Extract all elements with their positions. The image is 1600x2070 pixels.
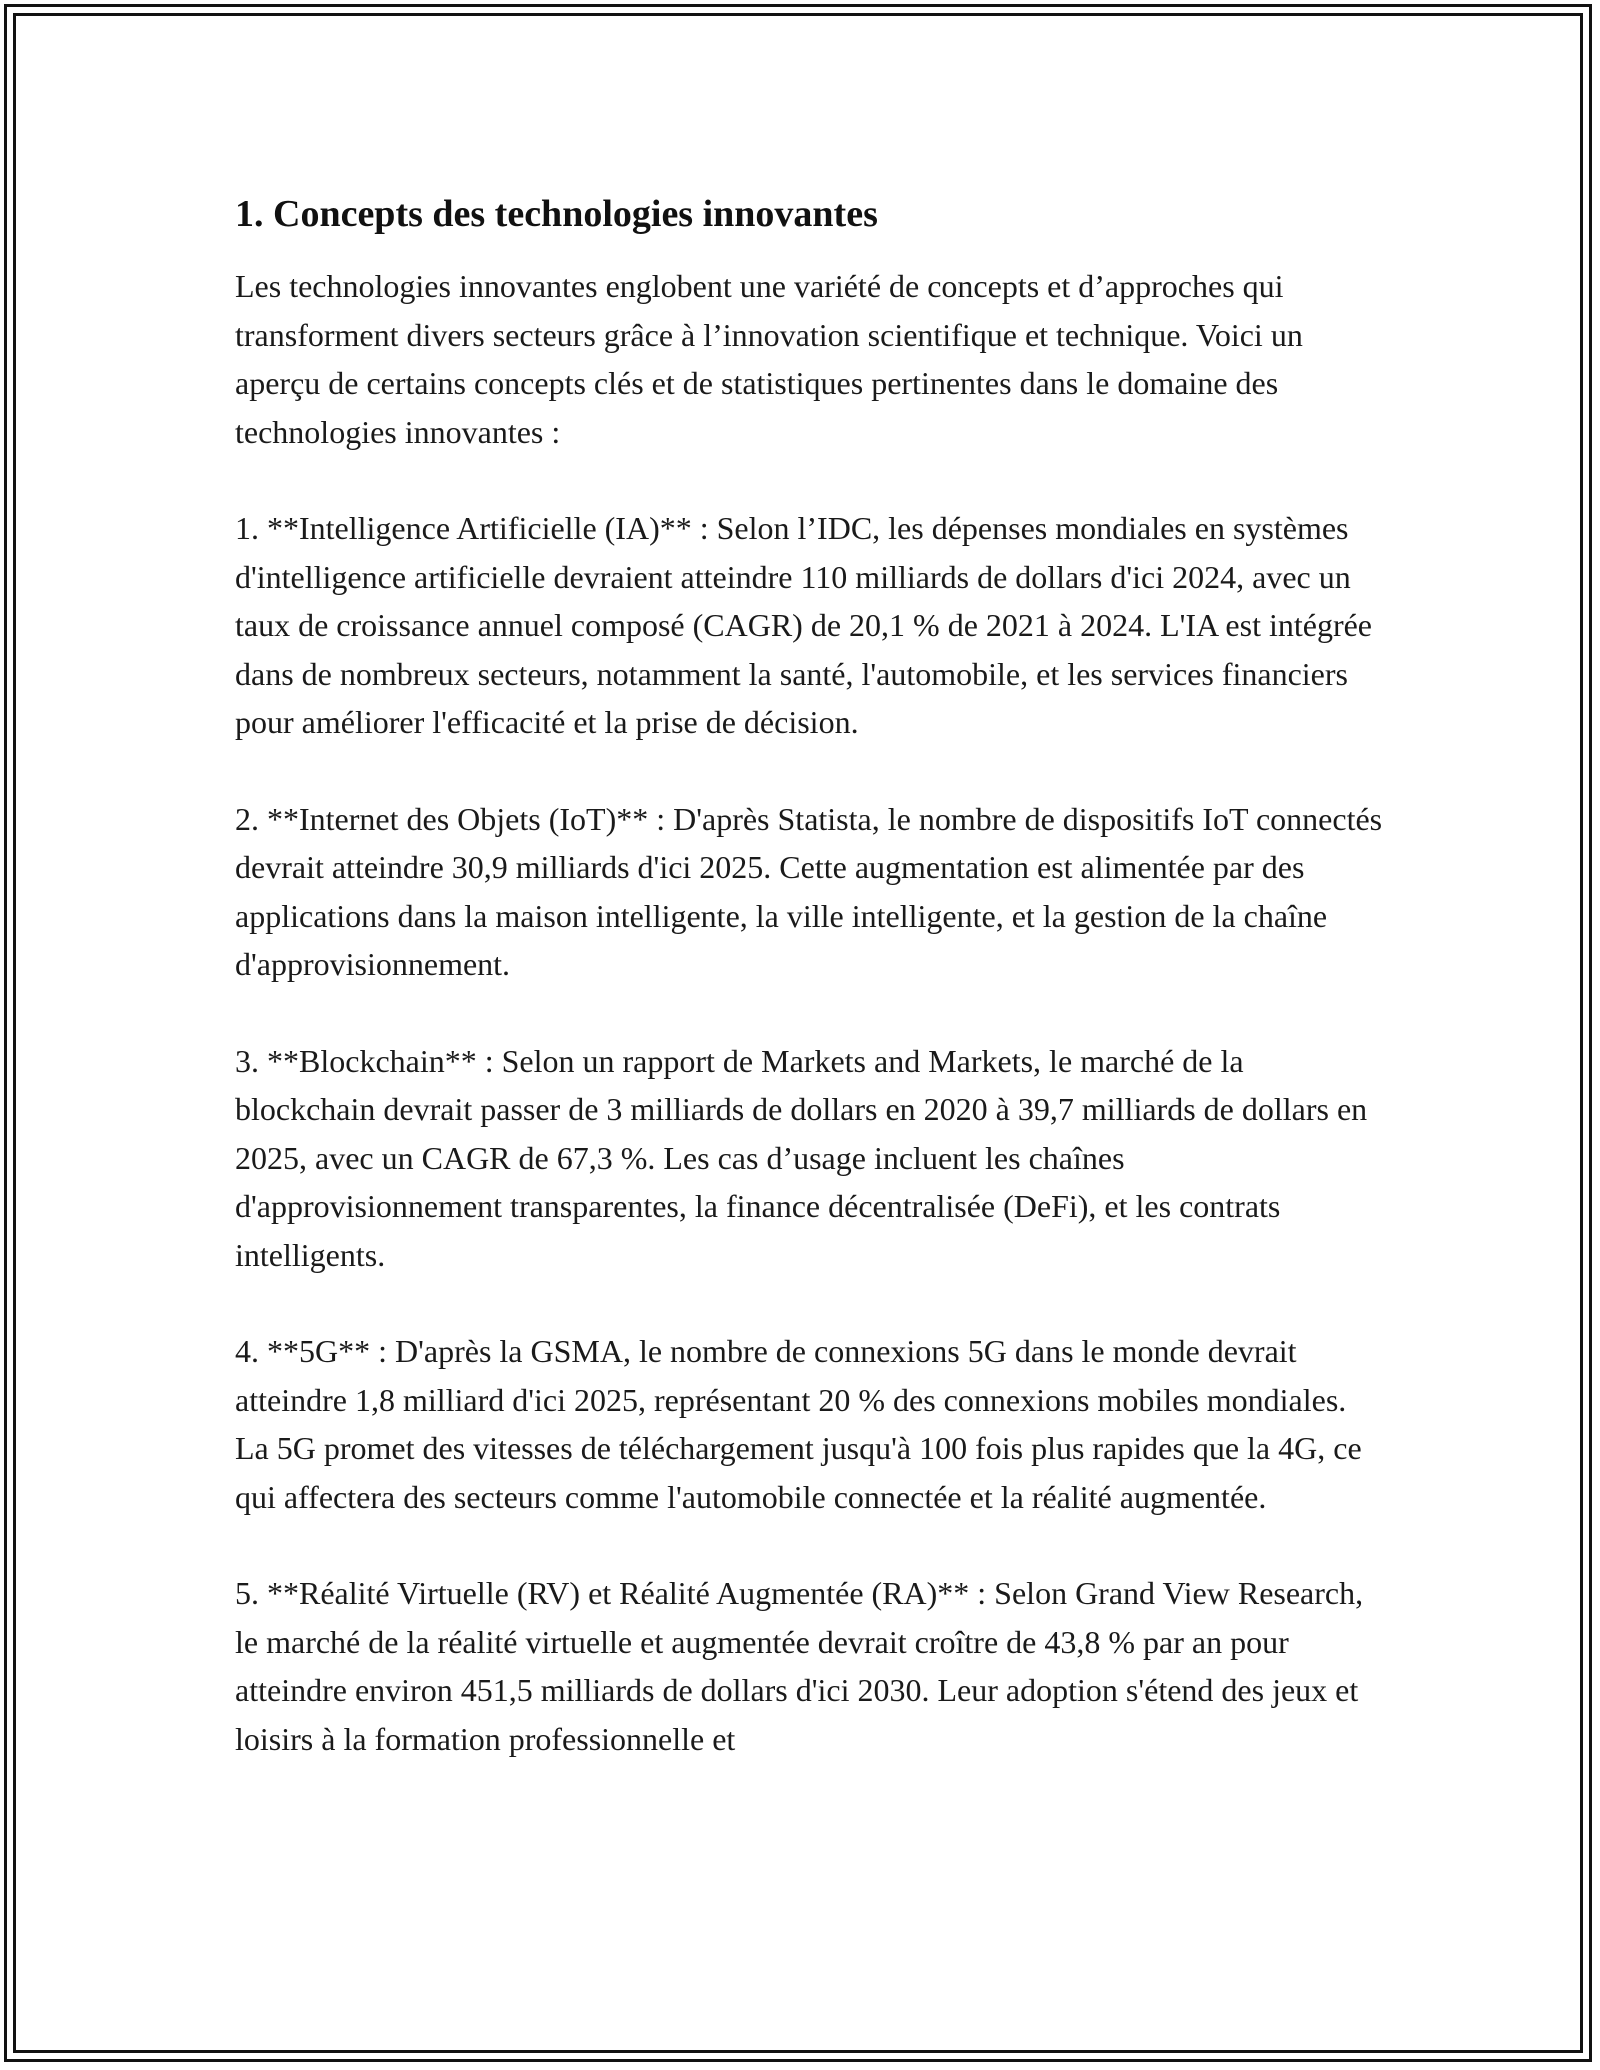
paragraph-5g: 4. **5G** : D'après la GSMA, le nombre de connexions 5G dans le monde devrait atteindre 1,8 milliard d'ici 2025, représentant 20 % des connexions mobiles mondiales. La 5G promet des vitesses de téléchargement jusqu'à 100 fois plus rapides que la 4G, ce qui affectera des secteurs comme l'automobile connectée et la réalité augmentée.	[235, 1333, 1362, 1515]
document-body	[235, 188, 1385, 1811]
paragraph-ai: 1. **Intelligence Artificielle (IA)** : Selon l’IDC, les dépenses mondiales en systèmes d'intelligence artificielle devraient atteindre 110 milliards de dollars d'ici 2024, avec un taux de croissance annuel composé (CAGR) de 20,1 % de 2021 à 2024. L'IA est intégrée dans de nombreux secteurs, notamment la santé, l'automobile, et les services financiers pour améliorer l'efficacité et la prise de décision.	[235, 510, 1372, 740]
section-heading: 1. Concepts des technologies innovantes	[235, 193, 878, 235]
paragraph-vr-ar: 5. **Réalité Virtuelle (RV) et Réalité Augmentée (RA)** : Selon Grand View Research, le marché de la réalité virtuelle et augmentée devrait croître de 43,8 % par an pour atteindre environ 451,5 milliards de dollars d'ici 2030. Leur adoption s'étend des jeux et loisirs à la formation professionnelle et	[235, 1575, 1364, 1757]
paragraph-blockchain: 3. **Blockchain** : Selon un rapport de Markets and Markets, le marché de la blockchain devrait passer de 3 milliards de dollars en 2020 à 39,7 milliards de dollars en 2025, avec un CAGR de 67,3 %. Les cas d’usage incluent les chaînes d'approvisionnement transparentes, la finance décentralisée (DeFi), et les contrats intelligents.	[235, 1042, 1368, 1273]
paragraph-iot: 2. **Internet des Objets (IoT)** : D'après Statista, le nombre de dispositifs IoT connectés devrait atteindre 30,9 milliards d'ici 2025. Cette augmentation est alimentée par des applications dans la maison intelligente, la ville intelligente, et la gestion de la chaîne d'approvisionnement.	[235, 800, 1383, 982]
intro-paragraph: Les technologies innovantes englobent une variété de concepts et d’approches qui transforment divers secteurs grâce à l’innovation scientifique et technique. Voici un aperçu de certains concepts clés et de statistiques pertinentes dans le domaine des technologies innovantes :	[235, 268, 1303, 450]
